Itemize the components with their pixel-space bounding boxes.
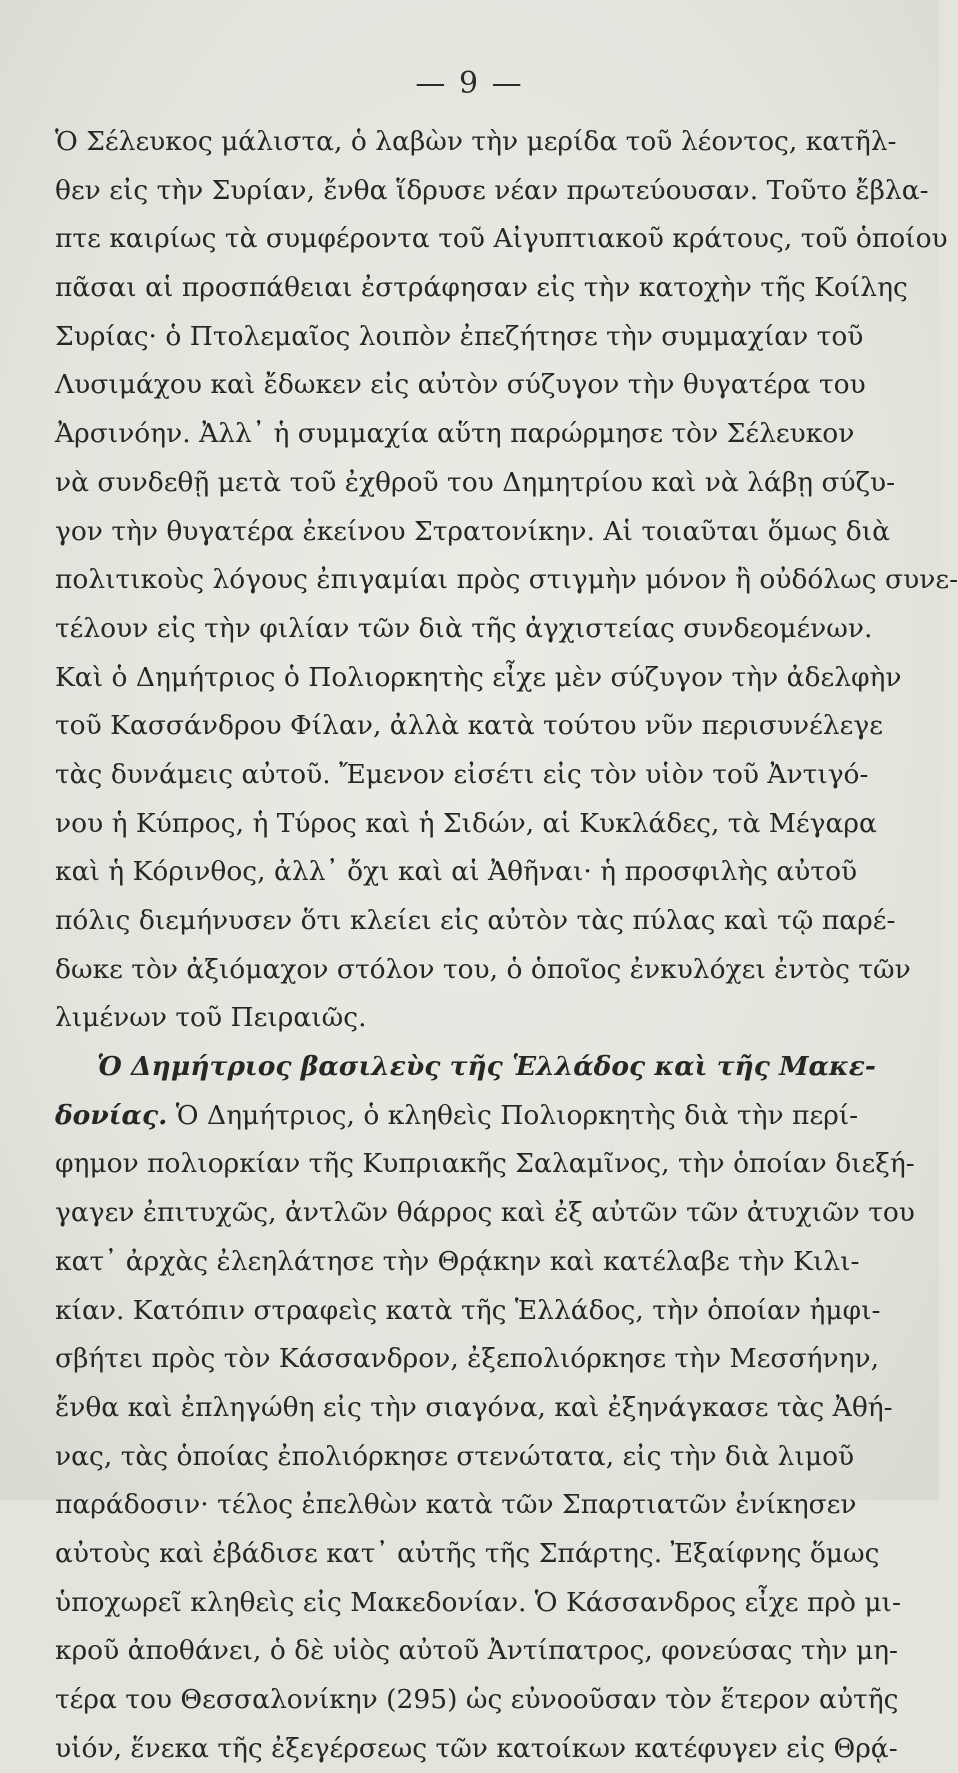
text-line: φημον πολιορκίαν τῆς Κυπριακῆς Σαλαμῖνος, τὴν ὁποίαν διεξή- xyxy=(55,1148,915,1180)
text-line: θεν εἰς τὴν Συρίαν, ἔνθα ἵδρυσε νέαν πρωτεύουσαν. Τοῦτο ἔβλα- xyxy=(55,174,929,206)
section-heading: Ὁ Δημήτριος βασιλεὺς τῆς Ἑλλάδος καὶ τῆς Μακε- xyxy=(97,1051,876,1083)
text-line: υἱόν, ἕνεκα τῆς ἐξεγέρσεως τῶν κατοίκων κατέφυγεν εἰς Θρᾴ- xyxy=(55,1732,898,1764)
section-heading-end: δονίας. xyxy=(55,1099,168,1131)
text-line: Καὶ ὁ Δημήτριος ὁ Πολιορκητὴς εἶχε μὲν σύζυγον τὴν ἀδελφὴν xyxy=(55,661,902,693)
text-line: αὐτοὺς καὶ ἐβάδισε κατ᾽ αὐτῆς τῆς Σπάρτης. Ἐξαίφνης ὅμως xyxy=(55,1537,880,1569)
text-fragment: Ὁ Δημήτριος, ὁ κληθεὶς Πολιορκητὴς διὰ τὴν περί- xyxy=(167,1099,859,1131)
body-text xyxy=(55,118,958,1773)
text-line: Ἀρσινόην. Ἀλλ᾽ ἡ συμμαχία αὕτη παρώρμησε τὸν Σέλευκον xyxy=(55,418,855,450)
text-line: δωκε τὸν ἀξιόμαχον στόλον του, ὁ ὁποῖος ἐνκυλόχει ἐντὸς τῶν xyxy=(55,953,911,985)
text-line: νου ἡ Κύπρος, ἡ Τύρος καὶ ἡ Σιδών, αἱ Κυκλάδες, τὰ Μέγαρα xyxy=(55,807,877,839)
page-number: — 9 — xyxy=(415,66,524,101)
text-line: καὶ ἡ Κόρινθος, ἀλλ᾽ ὄχι καὶ αἱ Ἀθῆναι· ἡ προσφιλὴς αὐτοῦ xyxy=(55,856,858,888)
text-line: πόλις διεμήνυσεν ὅτι κλείει εἰς αὐτὸν τὰς πύλας καὶ τῷ παρέ- xyxy=(55,905,896,936)
text-line: κροῦ ἀποθάνει, ὁ δὲ υἱὸς αὐτοῦ Ἀντίπατρος, φονεύσας τὴν μη- xyxy=(55,1635,898,1667)
text-line: λιμένων τοῦ Πειραιῶς. xyxy=(55,1002,367,1034)
text-line: Ὁ Σέλευκος μάλιστα, ὁ λαβὼν τὴν μερίδα τοῦ λέοντος, κατῆλ- xyxy=(55,126,897,157)
text-line: παράδοσιν· τέλος ἐπελθὼν κατὰ τῶν Σπαρτιατῶν ἐνίκησεν xyxy=(55,1489,857,1521)
text-line: ὑποχωρεῖ κληθεὶς εἰς Μακεδονίαν. Ὁ Κάσσανδρος εἶχε πρὸ μι- xyxy=(55,1586,901,1618)
text-line: Λυσιμάχου καὶ ἔδωκεν εἰς αὐτὸν σύζυγον τὴν θυγατέρα του xyxy=(55,369,866,401)
text-line: τέρα του Θεσσαλονίκην (295) ὡς εὐνοοῦσαν τὸν ἕτερον αὐτῆς xyxy=(55,1684,899,1715)
text-line: κατ᾽ ἀρχὰς ἐλεηλάτησε τὴν Θρᾴκην καὶ κατέλαβε τὴν Κιλι- xyxy=(55,1245,860,1277)
section-heading-line xyxy=(55,1043,876,1092)
text-line: ἔνθα καὶ ἐπληγώθη εἰς τὴν σιαγόνα, καὶ ἐξηνάγκασε τὰς Ἀθή- xyxy=(55,1391,893,1423)
text-line: πᾶσαι αἱ προσπάθειαι ἐστράφησαν εἰς τὴν κατοχὴν τῆς Κοίλης xyxy=(55,272,908,304)
text-line: νὰ συνδεθῇ μετὰ τοῦ ἐχθροῦ του Δημητρίου καὶ νὰ λάβῃ σύζυ- xyxy=(55,466,896,498)
text-line: τέλουν εἰς τὴν φιλίαν τῶν διὰ τῆς ἀγχιστείας συνδεομένων. xyxy=(55,612,873,644)
text-line: Συρίας· ὁ Πτολεμαῖος λοιπὸν ἐπεζήτησε τὴν συμμαχίαν τοῦ xyxy=(55,320,864,352)
text-line: τοῦ Κασσάνδρου Φίλαν, ἀλλὰ κατὰ τούτου νῦν περισυνέλεγε xyxy=(55,710,883,742)
text-line: γον τὴν θυγατέρα ἐκείνου Στρατονίκην. Αἱ τοιαῦται ὅμως διὰ xyxy=(55,515,890,547)
text-line: πολιτικοὺς λόγους ἐπιγαμίαι πρὸς στιγμὴν μόνον ἢ οὐδόλως συνε- xyxy=(55,564,958,596)
section-heading-continuation xyxy=(55,1092,859,1141)
text-line: νας, τὰς ὁποίας ἐπολιόρκησε στενώτατα, εἰς τὴν διὰ λιμοῦ xyxy=(55,1440,855,1472)
text-line: τὰς δυνάμεις αὐτοῦ. Ἔμενον εἰσέτι εἰς τὸν υἱὸν τοῦ Ἀντιγό- xyxy=(55,758,869,790)
text-line: πτε καιρίως τὰ συμφέροντα τοῦ Αἰγυπτιακοῦ κράτους, τοῦ ὁποίου xyxy=(55,223,948,255)
text-line: σβήτει πρὸς τὸν Κάσσανδρον, ἐξεπολιόρκησε τὴν Μεσσήνην, xyxy=(55,1343,879,1375)
text-line: γαγεν ἐπιτυχῶς, ἀντλῶν θάρρος καὶ ἐξ αὐτῶν τῶν ἀτυχιῶν του xyxy=(55,1197,915,1229)
text-line: κίαν. Κατόπιν στραφεὶς κατὰ τῆς Ἑλλάδος, τὴν ὁποίαν ἠμφι- xyxy=(55,1294,881,1326)
